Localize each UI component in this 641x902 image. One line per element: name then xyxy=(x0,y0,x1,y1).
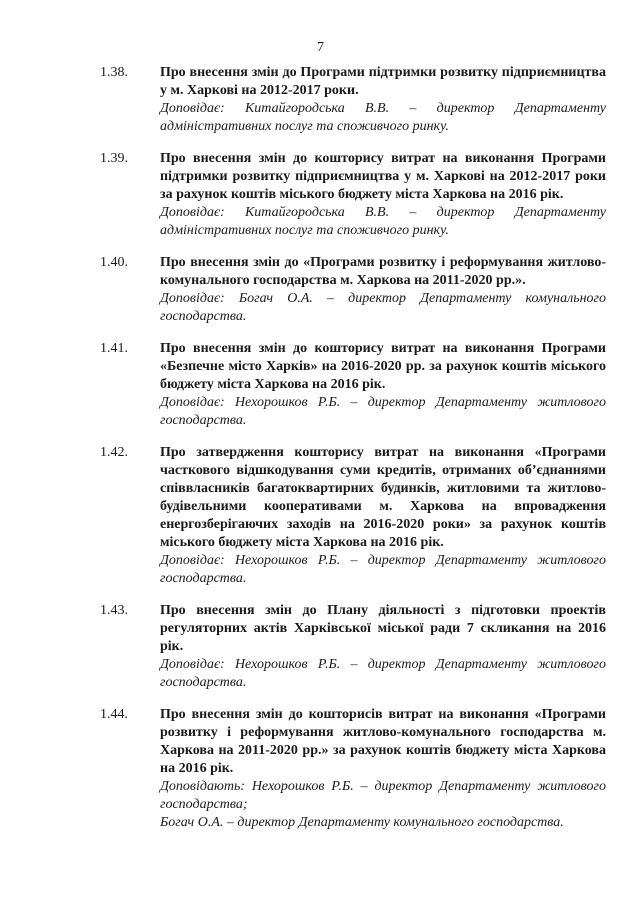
speaker-line: Доповідає: Нехорошков Р.Б. – директор Департаменту житлового господарства. xyxy=(160,395,606,428)
item-body xyxy=(160,64,606,136)
page-number: 7 xyxy=(317,40,324,55)
item-number: 1.39. xyxy=(100,151,128,166)
item-title: Про внесення змін до кошторису витрат на виконання Програми «Безпечне місто Харків» на 2016-2020 рр. за рахунок коштів міського бюджету міста Харкова на 2016 рік. xyxy=(160,341,606,392)
speaker-line: Доповідають: Нехорошков Р.Б. – директор Департаменту житлового господарства; xyxy=(160,779,606,812)
item-title: Про внесення змін до «Програми розвитку і реформування житлово-комунального господарства м. Харкова на 2011-2020 рр.». xyxy=(160,255,606,288)
item-title: Про внесення змін до кошторисів витрат на виконання «Програми розвитку і реформування житлово-комунального господарства м. Харкова на 2011-2020 рр.» за рахунок коштів бюджету міста Харкова на 2016 рік. xyxy=(160,707,606,776)
agenda-items xyxy=(0,64,641,846)
agenda-item-1-44 xyxy=(0,706,641,832)
speaker-line: Доповідає: Нехорошков Р.Б. – директор Департаменту житлового господарства. xyxy=(160,657,606,690)
item-body xyxy=(160,444,606,588)
item-number: 1.40. xyxy=(100,255,128,270)
agenda-item-1-38 xyxy=(0,64,641,136)
item-title: Про затвердження кошторису витрат на виконання «Програми часткового відшкодування суми кредитів, отриманих об’єднаннями співвласників багатоквартирних будинків, житловими та житлово-будівельними кооперативами м. Харкова на впровадження енергозберігаючих заходів на 2016-2020 роки» за рахунок коштів міського бюджету міста Харкова на 2016 рік. xyxy=(160,445,606,550)
item-number: 1.42. xyxy=(100,445,128,460)
item-number: 1.43. xyxy=(100,603,128,618)
item-number: 1.44. xyxy=(100,707,128,722)
speaker-line: Доповідає: Богач О.А. – директор Департаменту комунального господарства. xyxy=(160,291,606,324)
speaker-line: Доповідає: Китайгородська В.В. – директор Департаменту адміністративних послуг та споживчого ринку. xyxy=(160,101,606,134)
item-body xyxy=(160,254,606,326)
speaker-line: Доповідає: Нехорошков Р.Б. – директор Департаменту житлового господарства. xyxy=(160,553,606,586)
item-title: Про внесення змін до Програми підтримки розвитку підприємництва у м. Харкові на 2012-2017 роки. xyxy=(160,65,606,98)
item-number: 1.38. xyxy=(100,65,128,80)
agenda-item-1-41 xyxy=(0,340,641,430)
agenda-item-1-42 xyxy=(0,444,641,588)
item-body xyxy=(160,706,606,832)
speaker-line: Доповідає: Китайгородська В.В. – директор Департаменту адміністративних послуг та споживчого ринку. xyxy=(160,205,606,238)
item-number: 1.41. xyxy=(100,341,128,356)
item-title: Про внесення змін до кошторису витрат на виконання Програми підтримки розвитку підприємництва у м. Харкові на 2012-2017 роки за рахунок коштів міського бюджету міста Харкова на 2016 рік. xyxy=(160,151,606,202)
item-title: Про внесення змін до Плану діяльності з підготовки проектів регуляторних актів Харківської міської ради 7 скликання на 2016 рік. xyxy=(160,603,606,654)
agenda-item-1-40 xyxy=(0,254,641,326)
agenda-item-1-39 xyxy=(0,150,641,240)
agenda-item-1-43 xyxy=(0,602,641,692)
speaker-line: Богач О.А. – директор Департаменту комунального господарства. xyxy=(160,815,564,830)
item-body xyxy=(160,340,606,430)
item-body xyxy=(160,602,606,692)
item-body xyxy=(160,150,606,240)
